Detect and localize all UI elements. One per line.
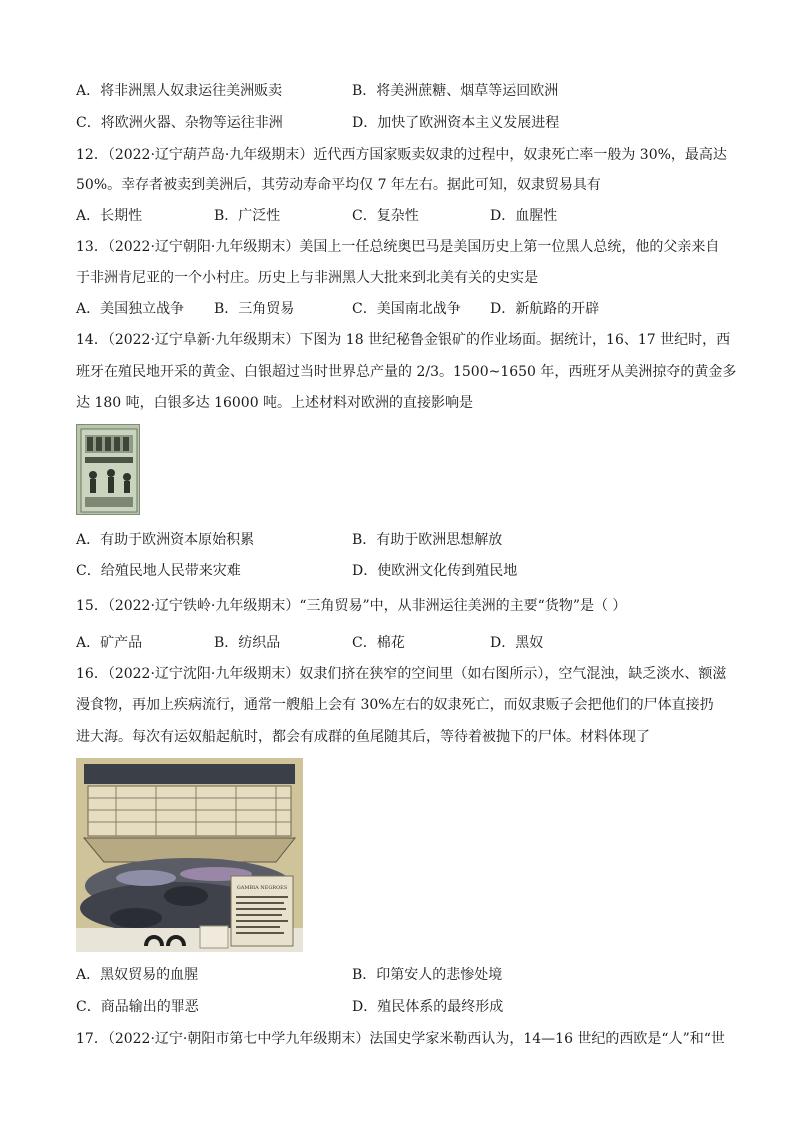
q16-stem-line1: 16．（2022·辽宁沈阳·九年级期末）奴隶们挤在狭窄的空间里（如右图所示），空气混浊，缺乏淡水、额滋 [76,666,727,682]
q14-option-a: A．有助于欧洲资本原始积累 [76,532,255,548]
q15-option-d: D．黑奴 [490,635,544,651]
q16-stem-line2: 漫食物，再加上疾病流行，通常一艘船上会有 30%左右的奴隶死亡，而奴隶贩子会把他们的尸体直接扔 [76,697,714,713]
q13-stem-line2: 于非洲肯尼亚的一个小村庄。历史上与非洲黑人大批来到北美有关的史实是 [76,270,538,286]
slave-ship-illustration [76,758,303,952]
q11-option-b: B．将美洲蔗糖、烟草等运回欧洲 [352,83,559,99]
q12-option-d: D．血腥性 [490,208,558,224]
q16-stem-line3: 进大海。每次有运奴船起航时，都会有成群的鱼尾随其后，等待着被抛下的尸体。材料体现了 [76,729,650,745]
q13-option-d: D．新航路的开辟 [490,301,600,317]
q14-stem-line3: 达 180 吨，白银多达 16000 吨。上述材料对欧洲的直接影响是 [76,395,474,411]
q14-option-c: C．给殖民地人民带来灾难 [76,563,241,579]
q14-option-d: D．使欧洲文化传到殖民地 [352,563,518,579]
mine-work-illustration [76,424,140,515]
q13-stem-line1: 13．（2022·辽宁朝阳·九年级期末）美国上一任总统奥巴马是美国历史上第一位黑人总统，他的父亲来自 [76,239,720,255]
q15-option-a: A．矿产品 [76,635,143,651]
q15-stem-line1: 15．（2022·辽宁铁岭·九年级期末）“三角贸易”中，从非洲运往美洲的主要“货物”是（ ） [76,598,627,614]
q12-stem-line1: 12．（2022·辽宁葫芦岛·九年级期末）近代西方国家贩卖奴隶的过程中，奴隶死亡率一般为 30%，最高达 [76,147,727,163]
q11-option-d: D．加快了欧洲资本主义发展进程 [352,115,560,131]
q14-option-b: B．有助于欧洲思想解放 [352,532,503,548]
q16-option-b: B．印第安人的悲惨处境 [352,967,503,983]
q13-option-c: C．美国南北战争 [352,301,461,317]
q15-option-c: C．棉花 [352,635,405,651]
q14-stem-line1: 14．（2022·辽宁阜新·九年级期末）下图为 18 世纪秘鲁金银矿的作业场面。据统计，16、17 世纪时，西 [76,332,731,348]
q13-option-b: B．三角贸易 [214,301,295,317]
q11-option-c: C．将欧洲火器、杂物等运往非洲 [76,115,283,131]
q16-option-d: D．殖民体系的最终形成 [352,999,504,1015]
q15-option-b: B．纺织品 [214,635,281,651]
q12-option-c: C．复杂性 [352,208,419,224]
q16-option-a: A．黑奴贸易的血腥 [76,967,199,983]
q14-stem-line2: 班牙在殖民地开采的黄金、白银超过当时世界总产量的 2/3。1500~1650 年，西班牙从美洲掠夺的黄金多 [76,364,737,380]
q11-option-a: A．将非洲黑人奴隶运往美洲贩卖 [76,83,283,99]
q12-option-b: B．广泛性 [214,208,281,224]
q13-option-a: A．美国独立战争 [76,301,185,317]
q12-option-a: A．长期性 [76,208,143,224]
q12-stem-line2: 50%。幸存者被卖到美洲后，其劳动寿命平均仅 7 年左右。据此可知，奴隶贸易具有 [76,177,601,193]
ship-notice-text: GAMBIA NEGROES [236,885,288,891]
q17-stem-line1: 17．（2022·辽宁·朝阳市第七中学九年级期末）法国史学家米勒西认为，14—16 世纪的西欧是“人”和“世 [76,1031,725,1047]
q16-option-c: C．商品输出的罪恶 [76,999,199,1015]
